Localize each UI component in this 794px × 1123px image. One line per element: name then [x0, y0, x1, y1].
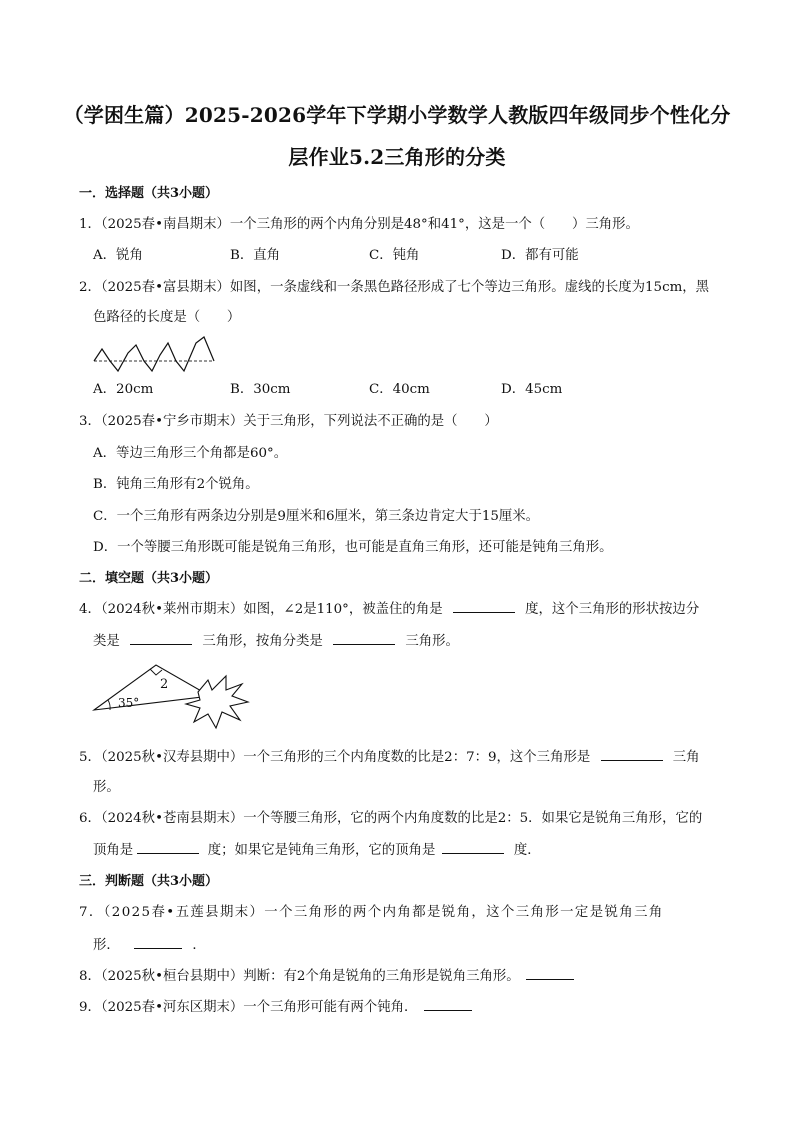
q6-text-c: 度．	[513, 843, 541, 858]
question-6-line-2	[93, 841, 541, 860]
q4-text-c: 类是	[93, 634, 120, 649]
q5-blank-1[interactable]	[601, 748, 663, 761]
q6-text-a: 顶角是	[93, 843, 134, 858]
q5-text-b: 三角	[672, 750, 700, 765]
q2-option-a: A．20cm	[93, 382, 154, 397]
q4-blank-1[interactable]	[453, 600, 515, 613]
title-line-2: 层作业5.2三角形的分类	[288, 145, 506, 169]
q4-text-a: 4．（2024秋•莱州市期末）如图，∠2是110°，被盖住的角是	[79, 602, 443, 617]
q4-blank-2[interactable]	[130, 632, 192, 645]
angle-2-label: 2	[160, 677, 169, 692]
question-2-line-2: 色路径的长度是（ ）	[93, 310, 241, 325]
q9-blank[interactable]	[424, 998, 472, 1011]
question-2-line-1: 2．（2025春•富县期末）如图，一条虚线和一条黑色路径形成了七个等边三角形。虚线的长度为15cm，黑	[79, 280, 710, 295]
q7-blank-1[interactable]	[134, 936, 182, 949]
q4-text-d: 三角形，按角分类是	[202, 634, 323, 649]
question-7-line-2	[93, 936, 206, 955]
question-8	[79, 967, 719, 986]
q5-text-a: 5．（2025秋•汉寿县期中）一个三角形的三个内角度数的比是2：7：9，这个三角形是	[79, 750, 591, 765]
question-1: 1．（2025春•南昌期末）一个三角形的两个内角分别是48°和41°，这是一个（ ）三角形。	[79, 217, 639, 232]
question-9	[79, 998, 719, 1017]
q2-option-d: D．45cm	[501, 382, 563, 397]
question-7-line-1: 7．（2025春•五莲县期末）一个三角形的两个内角都是锐角，这个三角形一定是锐角三角	[79, 905, 664, 920]
angle-35-label: 35°	[118, 696, 140, 710]
q6-blank-1[interactable]	[137, 841, 199, 854]
q3-option-d: D．一个等腰三角形既可能是锐角三角形，也可能是直角三角形，还可能是钝角三角形。	[93, 540, 613, 555]
question-5-line-2: 形。	[93, 780, 120, 795]
section-fill-heading: 二．填空题（共3小题）	[79, 571, 219, 586]
q3-option-c: C．一个三角形有两条边分别是9厘米和6厘米，第三条边肯定大于15厘米。	[93, 509, 540, 524]
section-choice-heading: 一．选择题（共3小题）	[79, 186, 219, 201]
question-5-line-1	[79, 748, 719, 767]
question-3: 3．（2025春•宁乡市期末）关于三角形，下列说法不正确的是（ ）	[79, 414, 498, 429]
q3-option-a: A．等边三角形三个角都是60°。	[93, 446, 288, 461]
q6-blank-2[interactable]	[442, 841, 504, 854]
zigzag-triangles-figure	[92, 333, 218, 375]
question-6-line-1: 6．（2024秋•苍南县期末）一个等腰三角形，它的两个内角度数的比是2：5．如果它是锐角三角形，它的	[79, 811, 703, 826]
covered-triangle-figure	[90, 660, 260, 734]
q1-option-d: D．都有可能	[501, 248, 579, 263]
q4-text-e: 三角形。	[405, 634, 459, 649]
title-line-1: （学困生篇）2025-2026学年下学期小学数学人教版四年级同步个性化分	[63, 103, 731, 127]
q2-option-c: C．40cm	[369, 382, 430, 397]
q4-blank-3[interactable]	[333, 632, 395, 645]
q9-text: 9．（2025春•河东区期末）一个三角形可能有两个钝角．	[79, 1000, 418, 1015]
star-cover-shape	[186, 676, 248, 728]
section-judge-heading: 三．判断题（共3小题）	[79, 874, 219, 889]
q1-option-a: A．锐角	[93, 248, 143, 263]
q4-text-b: 度，这个三角形的形状按边分	[525, 602, 700, 617]
q6-text-b: 度；如果它是钝角三角形，它的顶角是	[207, 843, 436, 858]
question-4-line-1	[79, 600, 719, 619]
q7-text-b: ．	[192, 938, 206, 953]
q2-option-b: B．30cm	[230, 382, 291, 397]
q8-text: 8．（2025秋•桓台县期中）判断：有2个角是锐角的三角形是锐角三角形。	[79, 969, 520, 984]
q8-blank[interactable]	[526, 967, 574, 980]
q1-option-c: C．钝角	[369, 248, 420, 263]
q1-option-b: B．直角	[230, 248, 281, 263]
question-4-line-2	[93, 632, 459, 651]
q3-option-b: B．钝角三角形有2个锐角。	[93, 477, 259, 492]
q7-text-a: 形．	[93, 938, 120, 953]
